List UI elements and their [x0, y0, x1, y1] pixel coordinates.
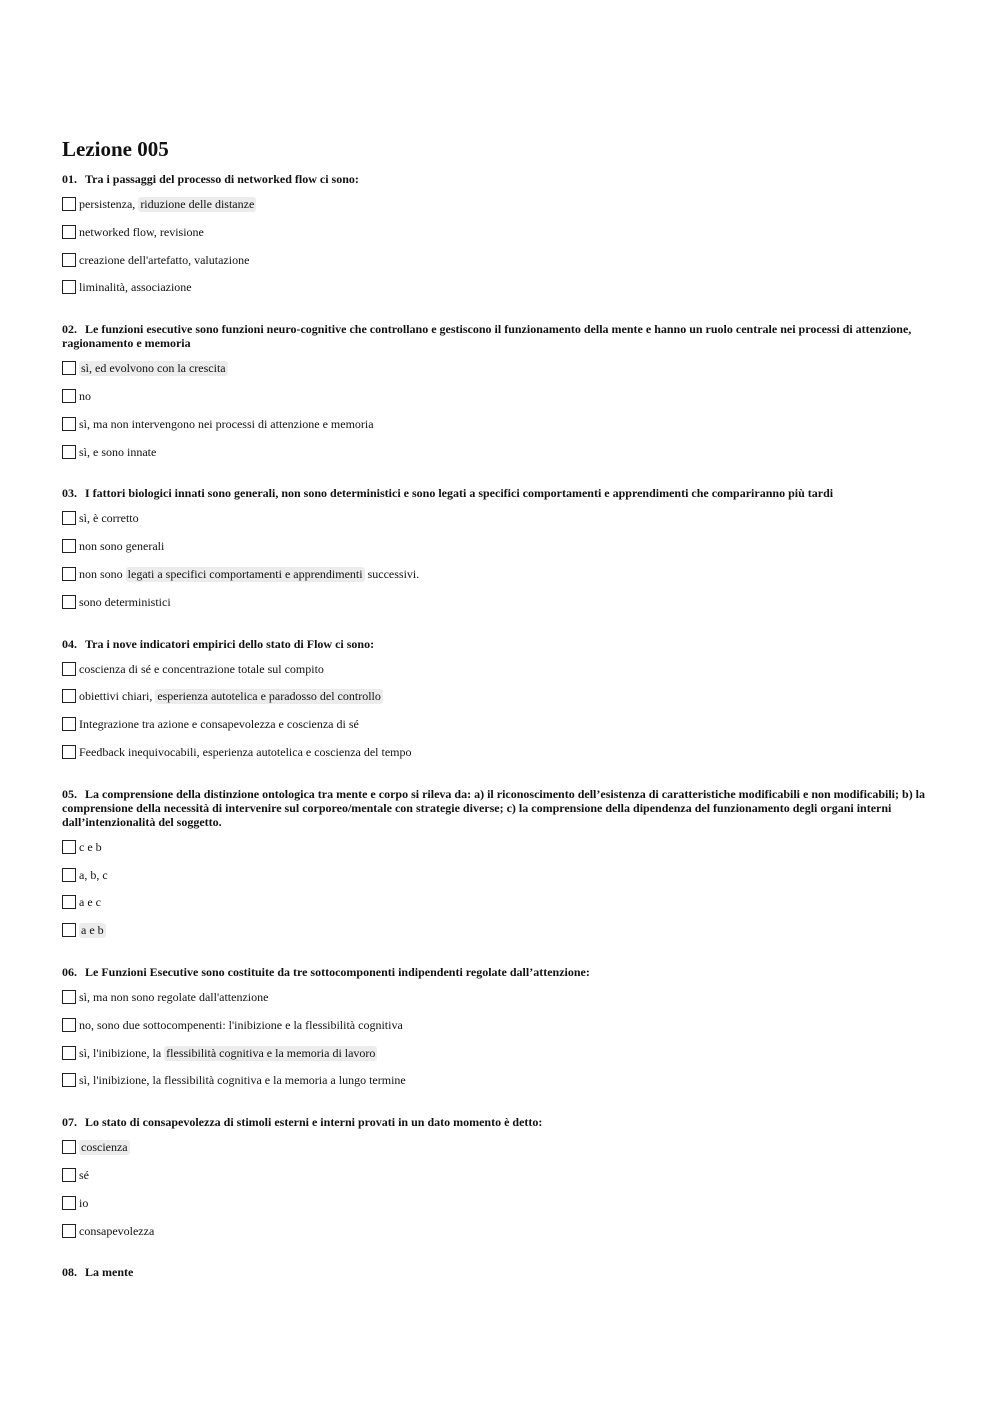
question-prompt: I fattori biologici innati sono generali, non sono deterministici e sono legati a specifici comportamenti e apprendimenti che compariranno più tardi	[85, 486, 834, 501]
answer-label	[79, 715, 359, 733]
answer-label	[79, 1222, 154, 1240]
answer-text: coscienza di sé e concentrazione totale sul compito	[79, 661, 324, 676]
question-number: 03.	[62, 486, 77, 501]
question-spacer	[62, 1099, 942, 1115]
question-prompt: Lo stato di consapevolezza di stimoli esterni e interni provati in un dato momento è detto:	[85, 1115, 543, 1130]
answer-text-suffix: successivi.	[364, 566, 420, 581]
answer-text: networked flow, revisione	[79, 224, 204, 239]
answer-label	[79, 1138, 130, 1156]
answer-checkbox[interactable]	[62, 197, 76, 211]
answer-checkbox[interactable]	[62, 253, 76, 267]
answer-text: persistenza,	[79, 197, 139, 211]
question-list	[62, 172, 942, 1279]
answer-checkbox[interactable]	[62, 445, 76, 459]
question-8	[62, 1265, 942, 1279]
answer-option[interactable]	[62, 195, 942, 213]
answer-option[interactable]	[62, 359, 942, 377]
answer-text: sì, e sono innate	[79, 444, 157, 459]
answer-option[interactable]	[62, 838, 942, 856]
answer-text: a e c	[79, 895, 101, 910]
answer-text: sì, ma non sono regolate dall'attenzione	[79, 989, 269, 1004]
question-number: 07.	[62, 1115, 77, 1130]
answer-option[interactable]	[62, 1016, 942, 1034]
answer-checkbox[interactable]	[62, 717, 76, 731]
answer-label	[79, 1071, 406, 1089]
answer-text: consapevolezza	[79, 1223, 155, 1238]
answer-text: sé	[79, 1167, 89, 1182]
answer-label	[79, 223, 204, 241]
answer-checkbox[interactable]	[62, 1140, 76, 1154]
answer-label	[79, 660, 324, 678]
answer-checkbox[interactable]	[62, 225, 76, 239]
answer-option[interactable]	[62, 1166, 942, 1184]
question-prompt: Tra i nove indicatori empirici dello stato di Flow ci sono:	[85, 636, 375, 651]
answer-checkbox[interactable]	[62, 923, 76, 937]
question-6	[62, 965, 942, 1089]
answer-text: Feedback inequivocabili, esperienza autotelica e coscienza del tempo	[79, 744, 412, 759]
answer-checkbox[interactable]	[62, 1046, 76, 1060]
answer-label	[79, 537, 164, 555]
answer-label	[79, 509, 139, 527]
answer-label	[79, 866, 108, 884]
answer-highlight: riduzione delle distanze	[140, 197, 255, 211]
answer-label	[79, 593, 171, 611]
answer-checkbox[interactable]	[62, 868, 76, 882]
answer-text: liminalità, associazione	[79, 280, 192, 295]
answer-checkbox[interactable]	[62, 895, 76, 909]
answer-highlight: esperienza autotelica e paradosso del controllo	[157, 689, 381, 704]
answer-label	[79, 565, 419, 583]
answer-label	[79, 687, 383, 705]
answer-label	[79, 893, 101, 911]
answer-checkbox[interactable]	[62, 567, 76, 581]
answer-text: sì, l'inibizione, la flessibilità cognitiva e la memoria a lungo termine	[79, 1073, 406, 1088]
answer-option[interactable]	[62, 687, 942, 705]
answer-option[interactable]	[62, 660, 942, 678]
answer-label	[79, 359, 228, 377]
answer-checkbox[interactable]	[62, 1224, 76, 1238]
answer-checkbox[interactable]	[62, 280, 76, 294]
answer-highlight: sì, ed evolvono con la crescita	[81, 361, 226, 376]
answer-option[interactable]	[62, 537, 942, 555]
question-spacer	[62, 306, 942, 322]
question-spacer	[62, 949, 942, 965]
answer-label	[79, 1016, 403, 1034]
answer-text: non sono	[79, 566, 126, 581]
answer-checkbox[interactable]	[62, 595, 76, 609]
question-prompt: Tra i passaggi del processo di networked flow ci sono:	[85, 172, 359, 186]
answer-checkbox[interactable]	[62, 1196, 76, 1210]
answer-text: sono deterministici	[79, 594, 171, 609]
question-number: 01.	[62, 172, 77, 186]
answer-option[interactable]	[62, 415, 942, 433]
question-text	[62, 172, 942, 186]
answer-checkbox[interactable]	[62, 840, 76, 854]
question-text	[62, 965, 942, 979]
answer-text: no	[79, 388, 91, 403]
question-2	[62, 322, 942, 460]
answer-option[interactable]	[62, 509, 942, 527]
answer-checkbox[interactable]	[62, 745, 76, 759]
quiz-page	[62, 136, 942, 1288]
question-text	[62, 787, 942, 829]
answer-label	[79, 1044, 377, 1062]
lesson-title: Lezione 005	[62, 137, 169, 161]
question-prompt: Le Funzioni Esecutive sono costituite da tre sottocomponenti indipendenti regolate dall’attenzione:	[85, 964, 590, 979]
question-spacer	[62, 1249, 942, 1265]
question-prompt: La mente	[85, 1265, 134, 1280]
answer-option[interactable]	[62, 743, 942, 761]
question-prompt: Le funzioni esecutive sono funzioni neuro-cognitive che controllano e gestiscono il funzionamento della mente e hanno un ruolo centrale nei processi di attenzione, ragionamento e memoria	[62, 322, 912, 351]
answer-option[interactable]	[62, 921, 942, 939]
answer-highlight: legati a specifici comportamenti e apprendimenti	[127, 566, 363, 581]
answer-label	[79, 278, 192, 296]
answer-checkbox[interactable]	[62, 539, 76, 553]
answer-text: no, sono due sottocompenenti: l'inibizione e la flessibilità cognitiva	[79, 1017, 403, 1032]
answer-text: non sono generali	[79, 539, 165, 554]
answer-option[interactable]	[62, 251, 942, 269]
answer-highlight: a e b	[81, 923, 104, 938]
question-number: 02.	[62, 322, 77, 337]
question-1	[62, 172, 942, 296]
question-spacer	[62, 621, 942, 637]
answer-option[interactable]	[62, 593, 942, 611]
question-number: 05.	[62, 786, 77, 801]
answer-option[interactable]	[62, 565, 942, 583]
answer-label	[79, 1194, 88, 1212]
question-number: 08.	[62, 1265, 77, 1280]
answer-option[interactable]	[62, 1222, 942, 1240]
answer-checkbox[interactable]	[62, 417, 76, 431]
answer-label	[79, 251, 249, 269]
answer-checkbox[interactable]	[62, 1018, 76, 1032]
answer-highlight: coscienza	[81, 1140, 128, 1155]
answer-checkbox[interactable]	[62, 389, 76, 403]
question-prompt: La comprensione della distinzione ontologica tra mente e corpo si rileva da: a) il riconoscimento dell’esistenza di caratteristiche modificabili e non modificabili; b) la comprensione della necessità di intervenire sul corporeo/mentale con strategie diverse; c) la comprensione della dipendenza del funzionamento degli organi interni dall’intenzionalità del soggetto.	[62, 786, 926, 829]
answer-label	[79, 195, 256, 213]
question-text	[62, 486, 942, 500]
question-text	[62, 1265, 942, 1279]
answer-checkbox[interactable]	[62, 689, 76, 703]
answer-label	[79, 838, 102, 856]
answer-option[interactable]	[62, 1138, 942, 1156]
answer-label	[79, 1166, 89, 1184]
answer-label	[79, 743, 412, 761]
answer-text: obiettivi chiari,	[79, 689, 156, 704]
question-7	[62, 1115, 942, 1239]
question-5	[62, 787, 942, 939]
answer-option[interactable]	[62, 1194, 942, 1212]
answer-option[interactable]	[62, 1071, 942, 1089]
answer-option[interactable]	[62, 893, 942, 911]
answer-text: sì, è corretto	[79, 511, 139, 526]
answer-checkbox[interactable]	[62, 361, 76, 375]
answer-checkbox[interactable]	[62, 511, 76, 525]
answer-checkbox[interactable]	[62, 1073, 76, 1087]
answer-option[interactable]	[62, 715, 942, 733]
answer-label	[79, 387, 91, 405]
question-number: 04.	[62, 636, 77, 651]
question-text	[62, 1115, 942, 1129]
answer-option[interactable]	[62, 278, 942, 296]
question-4	[62, 637, 942, 761]
question-spacer	[62, 771, 942, 787]
question-text	[62, 322, 942, 350]
answer-option[interactable]	[62, 1044, 942, 1062]
question-3	[62, 486, 942, 610]
answer-text: Integrazione tra azione e consapevolezza e coscienza di sé	[79, 717, 359, 732]
answer-label	[79, 443, 156, 461]
question-number: 06.	[62, 964, 77, 979]
answer-option[interactable]	[62, 443, 942, 461]
answer-checkbox[interactable]	[62, 1168, 76, 1182]
answer-text: c e b	[79, 839, 102, 854]
answer-text: sì, l'inibizione, la	[79, 1045, 165, 1060]
answer-option[interactable]	[62, 988, 942, 1006]
answer-checkbox[interactable]	[62, 990, 76, 1004]
answer-option[interactable]	[62, 387, 942, 405]
question-text	[62, 637, 942, 651]
answer-text: creazione dell'artefatto, valutazione	[79, 252, 250, 267]
question-spacer	[62, 470, 942, 486]
answer-checkbox[interactable]	[62, 662, 76, 676]
answer-text: io	[79, 1195, 89, 1210]
answer-label	[79, 921, 106, 939]
answer-highlight: flessibilità cognitiva e la memoria di lavoro	[166, 1045, 376, 1060]
answer-label	[79, 988, 268, 1006]
answer-text: sì, ma non intervengono nei processi di attenzione e memoria	[79, 416, 374, 431]
answer-label	[79, 415, 374, 433]
answer-text: a, b, c	[79, 867, 108, 882]
answer-option[interactable]	[62, 223, 942, 241]
answer-option[interactable]	[62, 866, 942, 884]
